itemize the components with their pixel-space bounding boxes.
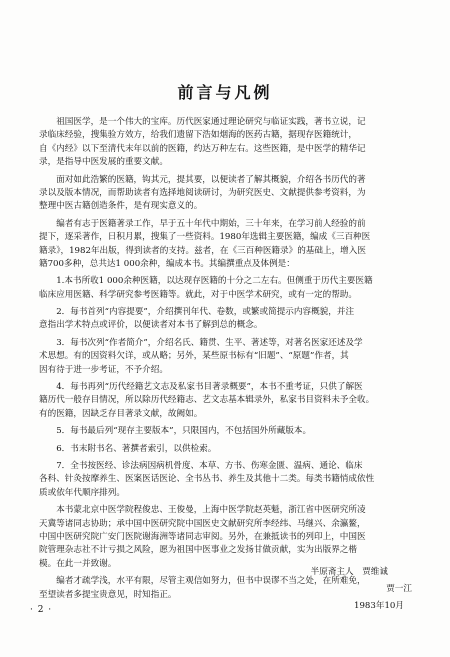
paragraph <box>39 116 427 170</box>
paragraph <box>39 337 427 377</box>
text-line: 有的医籍，因缺乏存目著录文献，故阙如。 <box>39 408 203 419</box>
text-line: 院管理杂志社不计亏损之风险，愿为祖国中医事业之发扬甘做贡献，实为出版界之楷 <box>39 545 357 556</box>
paragraph <box>39 218 427 272</box>
text-line: 籍700多种，总共达1 000余种，编成本书。其编撰重点及体例是： <box>39 258 295 269</box>
text-line: 籍历代一般存目情况，所以除历代经籍志、艺文志基本辑录外，私家书目资料未予全收。 <box>39 395 375 406</box>
text-line: 至望读者多提宝贵意见，时知指正。 <box>39 589 177 600</box>
text-line: 录临床经验，搜集验方效方，给我们遗留下浩如烟海的医药古籍，据现存医籍统计， <box>39 130 357 141</box>
text-line: 意指出学术特点或评价，以便读者对本书了解到总的概念。 <box>39 320 263 331</box>
text-line: 因有待于进一步考证，不予介绍。 <box>39 364 168 375</box>
text-line: 质或依年代顺序排列。 <box>39 487 125 498</box>
text-line: 6．书末附书名、著撰者索引，以供检索。 <box>39 443 217 454</box>
signature-date: 1983年10月 <box>354 601 404 611</box>
text-line: 4．每书再列“历代经籍艺文志及私家书目著录概要”，本书不重考证，只供了解医 <box>39 382 363 393</box>
text-line: 编者才疏学浅，水平有限，尽管主观信如努力，但书中误谬不当之处，在所难免， <box>39 576 366 587</box>
page-title: 前言与凡例 <box>177 83 273 102</box>
text-line: 7．全书按医经、诊法病因病机骨度、本草、方书、伤寒金匮、温病、通论、临床 <box>39 460 363 471</box>
text-line: 整理中医古籍创造条件，是有现实意义的。 <box>39 201 203 212</box>
text-line: 中国中医研究院广安门医院谢海洲等诸同志审阅。另外，在兼抵读书的列印上，中国医 <box>39 531 366 542</box>
paragraph <box>39 381 427 421</box>
text-line: 面对如此浩繁的医籍，钩其元，提其要，以便读者了解其概貌，介绍各书历代的著 <box>39 174 366 185</box>
page-number: · 2 · <box>30 605 53 615</box>
text-line: 1.本书所收1 000余种医籍，以达现存医籍的十分之二左右。但侧重于历代主要医籍 <box>39 276 373 287</box>
text-line: 本书蒙北京中医学院程俊忠、王俊曼，上海中医学院赵英魁，浙江省中医研究所凌 <box>39 505 366 516</box>
text-line: 籍录》，1982年出版，得到读者的支持。兹者，在《三百种医籍录》的基础上，增入医 <box>39 245 366 256</box>
text-line: 录，是指导中医发展的重要文献。 <box>39 157 168 168</box>
text-line: 自《内经》以下至清代末年以前的医籍，约达万种左右。这些医籍，是中医学的精华记 <box>39 143 366 154</box>
text-line: 天冀等诸同志协助；承中国中医研究院中国医史文献研究所李经纬、马继兴、余瀛鳌， <box>39 518 366 529</box>
paragraph <box>39 460 427 500</box>
signature-author: 半原斋主人 贾维诚 <box>310 567 388 577</box>
paragraph <box>39 504 427 571</box>
text-line: 2．每书首列“内容提要”，介绍撰刊年代、卷数，或繁或简提示内容概貌，并注 <box>39 307 355 318</box>
text-line: 录以及版本情况，而帮助读者有选择地阅读研讨，为研究医史、文献提供参考资料，为 <box>39 187 366 198</box>
paragraph <box>39 306 427 333</box>
text-line: 术思想。有的因资料欠详，或从略；另外，某些原书标有“旧题”、“原题”作者，其 <box>39 351 349 362</box>
text-line: 各科、针灸按摩养生、医案医话医论、全书丛书、养生及其他十二类。每类书籍悄成依性 <box>39 474 375 485</box>
text-line: 3．每书次列“作者简介”，介绍名氏、籍贯、生平、著述等，对著名医家还述及学 <box>39 337 363 348</box>
paragraph <box>39 575 427 602</box>
text-line: 提下，逐采著作，日积月累，搜集了一些资料。1980年选辑主要医籍，编成《三百种医 <box>39 232 371 243</box>
paragraph <box>39 425 427 438</box>
paragraph <box>39 443 427 456</box>
paragraph <box>39 174 427 214</box>
text-line: 模。在此一并致谢。 <box>39 558 117 569</box>
text-line: 5．每书最后列“现存主要版本”，只限国内，不包括国外所藏版本。 <box>39 426 312 437</box>
preface-body <box>39 116 427 602</box>
text-line: 临床应用医籍、科学研究参考医籍等。就此，对于中医学术研究，或有一定的帮助。 <box>39 289 357 300</box>
text-line: 祖国医学，是一个伟大的宝库。历代医家通过理论研究与临证实践，著书立说，记 <box>39 117 366 127</box>
paragraph <box>39 275 427 302</box>
text-line: 编者有志于医籍著录工作，早于五十年代中期始，三十年来，在学习前人经验的前 <box>39 218 366 229</box>
signature-coauthor: 贾一江 <box>386 584 412 594</box>
